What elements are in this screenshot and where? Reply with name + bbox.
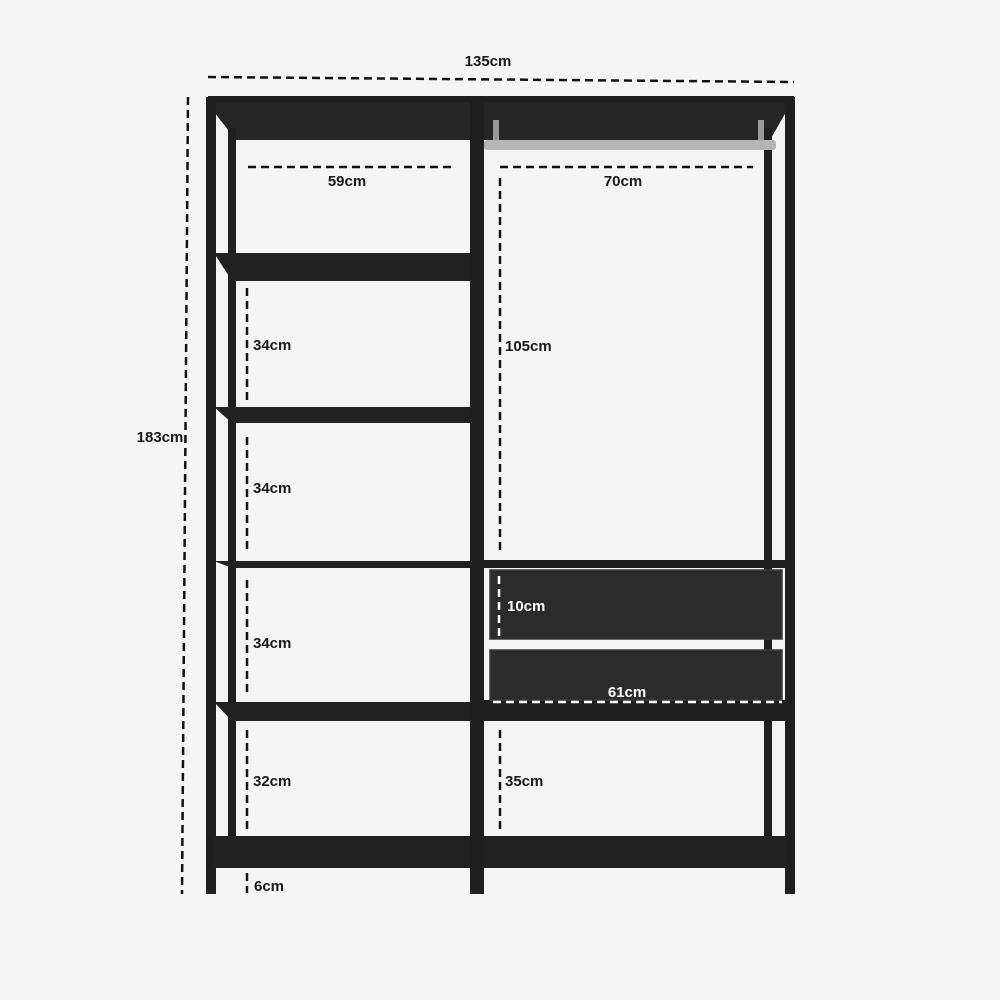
left-gap-3-label: 34cm bbox=[253, 635, 292, 652]
left-gap-1-label: 34cm bbox=[253, 337, 292, 354]
top-panel-edge bbox=[208, 96, 794, 102]
left-shelf-2 bbox=[214, 407, 470, 423]
total-height-label: 183cm bbox=[136, 429, 184, 446]
right-width-label: 70cm bbox=[603, 173, 643, 190]
drawer-unit-top bbox=[484, 560, 786, 568]
lower-open-height-label: 35cm bbox=[505, 773, 544, 790]
left-shelf-1 bbox=[214, 253, 470, 281]
right-inner-post bbox=[764, 128, 772, 840]
center-post bbox=[470, 97, 484, 894]
leg-height-label: 6cm bbox=[254, 878, 285, 895]
left-bottom-shelf bbox=[214, 836, 470, 868]
top-panel bbox=[210, 97, 792, 140]
right-outer-post bbox=[785, 97, 795, 894]
drawer-height-label: 10cm bbox=[507, 598, 546, 615]
left-width-label: 59cm bbox=[327, 173, 367, 190]
left-outer-post bbox=[206, 97, 216, 894]
hanging-rail bbox=[484, 140, 776, 150]
right-bottom-shelf bbox=[484, 836, 786, 868]
left-inner-post bbox=[228, 128, 236, 840]
left-shelf-4 bbox=[214, 702, 470, 721]
total-width-line bbox=[208, 77, 794, 82]
drawer-width-label: 61cm bbox=[607, 684, 647, 701]
left-gap-4-label: 32cm bbox=[253, 773, 292, 790]
left-gap-2-label: 34cm bbox=[253, 480, 292, 497]
total-width-label: 135cm bbox=[464, 53, 512, 70]
left-shelf-3 bbox=[214, 561, 470, 568]
total-height-line bbox=[182, 97, 188, 894]
hanging-height-label: 105cm bbox=[505, 338, 552, 355]
